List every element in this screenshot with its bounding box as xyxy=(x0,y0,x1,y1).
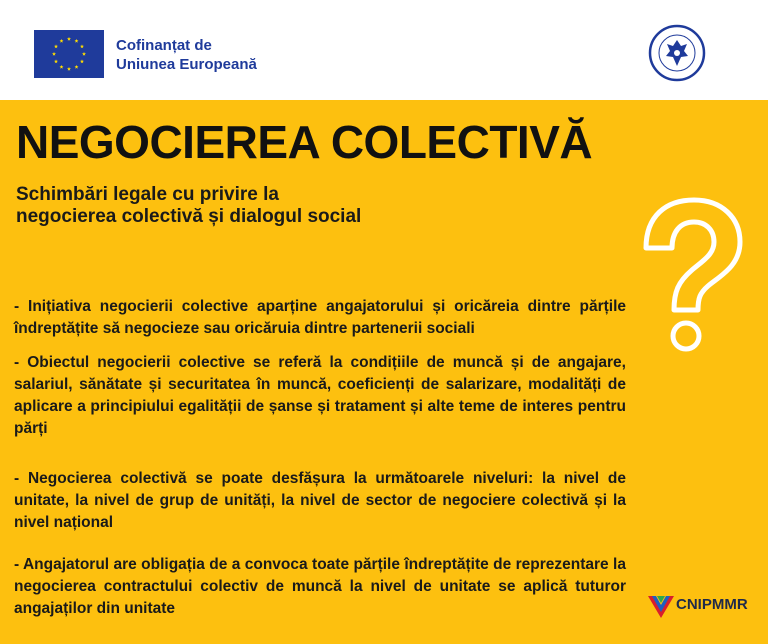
question-mark-icon xyxy=(608,186,748,356)
bullet-employer-obligation: - Angajatorul are obligația de a convoca toate părțile îndreptățite de reprezentare la negocierea contractului colectiv de muncă la nivel de unitate se aplică tuturor angajaților din unitate xyxy=(14,556,626,617)
bullet-initiative: - Inițiativa negocierii colective aparține angajatorului și oricăreia dintre părțile îndreptățite să negocieze sau oricăruia dintre partenerii sociali xyxy=(14,298,626,337)
government-seal-icon xyxy=(648,24,706,82)
cnipmmr-logo xyxy=(646,588,766,624)
eu-label-line-2: Uniunea Europeană xyxy=(116,56,257,73)
bullet-levels: - Negocierea colectivă se poate desfășura la următoarele niveluri: la nivel de unitate, la nivel de grup de unități, la nivel de sector de negociere colectivă și la nivel național xyxy=(14,470,626,531)
cnipmmr-mark-graphic xyxy=(646,590,676,620)
eu-label-line-1: Cofinanțat de xyxy=(116,37,212,54)
cnipmmr-logo-icon xyxy=(646,590,676,620)
header-bar xyxy=(0,0,768,100)
page-subtitle xyxy=(16,184,361,228)
subtitle-line-2: negocierea colectivă și dialogul social xyxy=(16,206,362,227)
eu-flag-icon xyxy=(34,30,104,78)
question-mark-graphic xyxy=(608,186,748,356)
eu-flag-graphic xyxy=(34,30,104,78)
cnipmmr-logo-text: CNIPMMR xyxy=(676,596,748,613)
eu-cofinancing-label xyxy=(116,36,257,74)
subtitle-line-1: Schimbări legale cu privire la xyxy=(16,184,279,205)
bullet-object: - Obiectul negocierii colective se referă la condițiile de muncă și de angajare, salariul, sănătate și securitatea în muncă, coeficienți de salarizare, modalități de aplicare a principiului egalității de șanse și tratament și alte teme de interes pentru părți xyxy=(14,354,626,437)
government-seal-graphic xyxy=(648,24,706,82)
page-title: NEGOCIEREA COLECTIVĂ xyxy=(16,116,593,168)
